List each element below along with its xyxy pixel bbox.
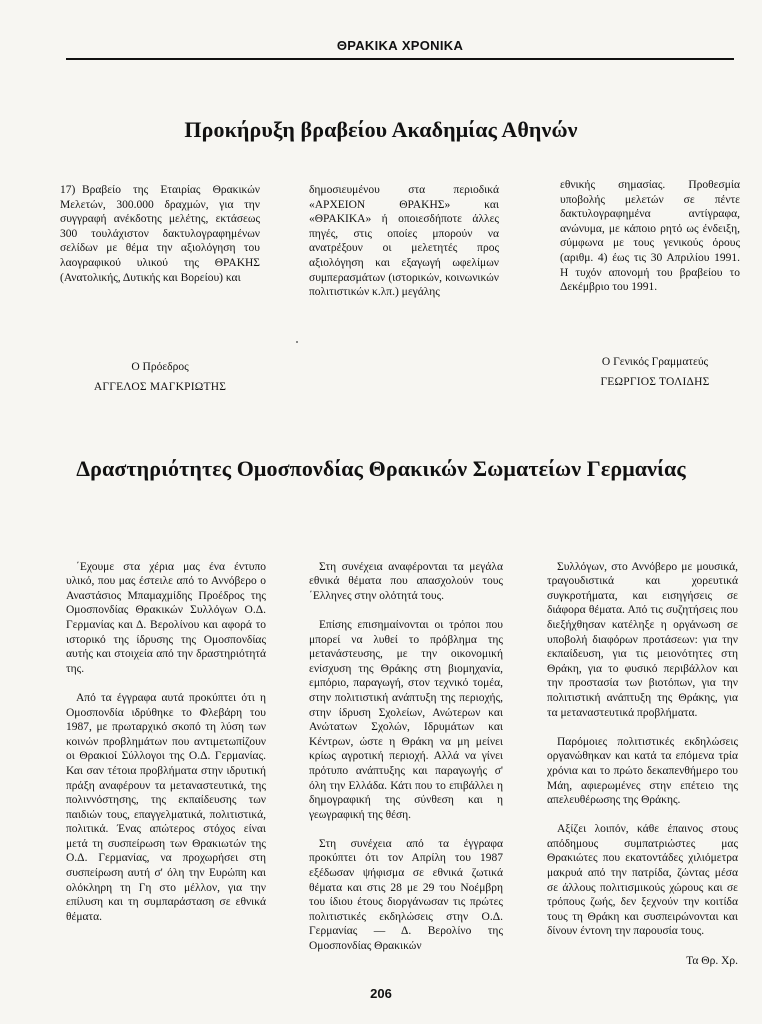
article1-column-2: δημοσιευμένου στα περιοδικά «ΑΡΧΕΙΟΝ ΘΡΑΚΗΣ» και «ΘΡΑΚΙΚΑ» ή οποιεσδήποτε άλλες πηγές, στις οποίες μπορούν να ανατρέξουν οι μελετητές προς αξιολόγηση και εξαγωγή ωφελίμων συμπερασμάτων (ιστορικών, κοινωνικών πολιτιστικών κ.λπ.) μεγάλης [309, 184, 499, 299]
signature-name: ΑΓΓΕΛΟΣ ΜΑΓΚΡΙΩΤΗΣ [93, 381, 227, 393]
article2-column-3 [547, 545, 738, 983]
article2-column-1 [66, 545, 266, 939]
signature-role: Ο Γενικός Γραμματεύς [601, 356, 709, 368]
paragraph: ΄Εχουμε στα χέρια μας ένα έντυπο υλικό, που μας έστειλε από το Αννόβερο ο Αναστάσιος Μπαμαχμίδης Προέδρος της Ομοσπονδίας Θρακικών Συλλόγων Ο.Δ. Γερμανίας και Δ. Βερολίνου και αφορά το ιστορικό της ίδρυσης της Ομοσπονδίας αυτής και στοιχεία από την δραστηριότητά της. [66, 560, 266, 675]
article1-col1-text: Βραβείο της Εταιρίας Θρακικών Μελετών, 300.000 δραχμών, για την συγγραφή ανέκδοτης μελέτης, εκτάσεως 300 τουλάχιστον δακτυλογραφημένων σελίδων με θέμα την αξιολόγηση του λαογραφικού υλικού της ΘΡΑΚΗΣ (Ανατολικής, Δυτικής και Βορείου) και [60, 184, 260, 284]
print-speck [296, 341, 298, 343]
paragraph: Αξίζει λοιπόν, κάθε έπαινος στους απόδημους συμπατριώστες μας Θρακιώτες που εκατοντάδες χιλιόμετρα μακρυά από την πατρίδα, ζώντας μέσα σε άλλους πολιτισμικούς χώρους και σε τρόπους ζωής, δεν ξεχνούν την κοιτίδα τους τη Θράκη και συσπειρώνονται και δίνουν έντονη την παρουσία τους. [547, 823, 738, 938]
signature-secretary [560, 352, 750, 392]
paragraph: Παρόμοιες πολιτιστικές εκδηλώσεις οργανώθηκαν και κατά τα επόμενα τρία χρόνια και το πρώτο δεκαπενθήμερο του Μάη, αφιερωμένες στην επέτειο της απελευθέρωσης της Θράκης. [547, 735, 738, 807]
running-head: ΘΡΑΚΙΚΑ ΧΡΟΝΙΚΑ [336, 38, 464, 53]
signature-president [60, 357, 260, 397]
article2-column-2 [309, 545, 503, 968]
signature-role: Ο Πρόεδρος [131, 361, 189, 373]
author-signature: Τα Θρ. Χρ. [686, 954, 738, 967]
article2-title: Δραστηριότητες Ομοσπονδίας Θρακικών Σωματείων Γερμανίας [76, 456, 686, 481]
paragraph: Συλλόγων, στο Αννόβερο με μουσικά, τραγουδιστικά και χορευτικά συγκροτήματα, και εισηγήσεις σε διάφορα θέματα. Από τις συζητήσεις που διεξήχθησαν κατέληξε η οργάνωση σε υποβολή διαφόρων προτάσεων: για την εκπαίδευση, για τις μειονότητες στη Θράκη, για το φυσικό περιβάλλον και την προστασία των βιοτόπων, για την πολιτιστική ανάπτυξη της Θράκης, για τα μεταναστευτικά προβλήματα. [547, 560, 738, 719]
page-number: 206 [370, 986, 392, 1001]
paragraph: Επίσης επισημαίνονται οι τρόποι που μπορεί να λυθεί το πρόβλημα της μετανάστευσης, με την οικονομική ενίσχυση της Θράκης στη βιομηχανία, εμπόριο, παραγωγή, στον τεχνικό τομέα, στην πολιτιστική ανάπτυξη της περιοχής, στην ίδρυση Σχολείων, Ανώτερων και Ανώτατων Σχολών, Ιδρυμάτων και Κέντρων, ώστε η Θράκη να μη μείνει κρίως αγροτική περιοχή. Αλλά να γίνει πρότυπο ανάπτυξης και παραγωγής σ' όλη την Ελλάδα. Κάτι που το επιβάλλει η δημογραφική της σύνθεση και η γεωγραφική της θέση. [309, 618, 503, 821]
item-number: 17) [60, 184, 76, 196]
header-rule [66, 58, 734, 60]
paragraph: Από τα έγγραφα αυτά προκύπτει ότι η Ομοσπονδία ιδρύθηκε το Φλεβάρη του 1987, με πρωταρχικό σκοπό τη λύση των κοινών προβλημάτων που αντιμετωπίζουν οι Θρακιοί Σύλλογοι της Ο.Δ. Γερμανίας. Και σαν τέτοια προβλήματα στην ιδρυτική πράξη αναφέρουν τα μεταναστευτικά, της πολιννόστησης, της εκπαίδευσης των παιδιών τους, επαγγελματικά, πολιτιστικά, πολιτικά. Ένας απώτερος στόχος είναι μετά τη συσπείρωση των Θρακιωτών της Ο.Δ. Γερμανίας, να προχωρήσει στη συσπείρωση αυτή σ' όλη την Ευρώπη και ολόκληρη τη Γη στο μέλλον, για την επίλυση και τη συμπαράσταση σε εθνικά θέματα. [66, 691, 266, 923]
article1-column-1 [60, 183, 260, 285]
signature-name: ΓΕΩΡΓΙΟΣ ΤΟΛΙΔΗΣ [600, 376, 710, 388]
paragraph: Στη συνέχεια από τα έγγραφα προκύπτει ότι τον Απρίλη του 1987 εξέδωσαν ψήφισμα σε εθνικά ζωτικά θέματα και στις 28 με 29 του Νοέμβρη του ίδιου έτους διοργάνωσαν τις πρώτες πολιτιστικές εκδηλώσεις στην Ο.Δ. Γερμανίας — Δ. Βερολίνο της Ομοσπονδίας Θρακικών [309, 837, 503, 953]
paragraph: Στη συνέχεια αναφέρονται τα μεγάλα εθνικά θέματα που απασχολούν τους ΄Ελληνες στην ολότητά τους. [309, 560, 503, 602]
article1-title: Προκήρυξη βραβείου Ακαδημίας Αθηνών [184, 117, 578, 142]
article1-column-3: εθνικής σημασίας. Προθεσμία υποβολής μελετών σε πέντε δακτυλογραφημένα αντίγραφα, ανώνυμα, με κάποιο ρητό ως ένδειξη, σύμφωνα με τους γενικούς όρους (αριθμ. 4) έως τις 30 Απριλίου 1991. Η τυχόν απονομή του βραβείου το Δεκέμβριο του 1991. [560, 179, 740, 294]
